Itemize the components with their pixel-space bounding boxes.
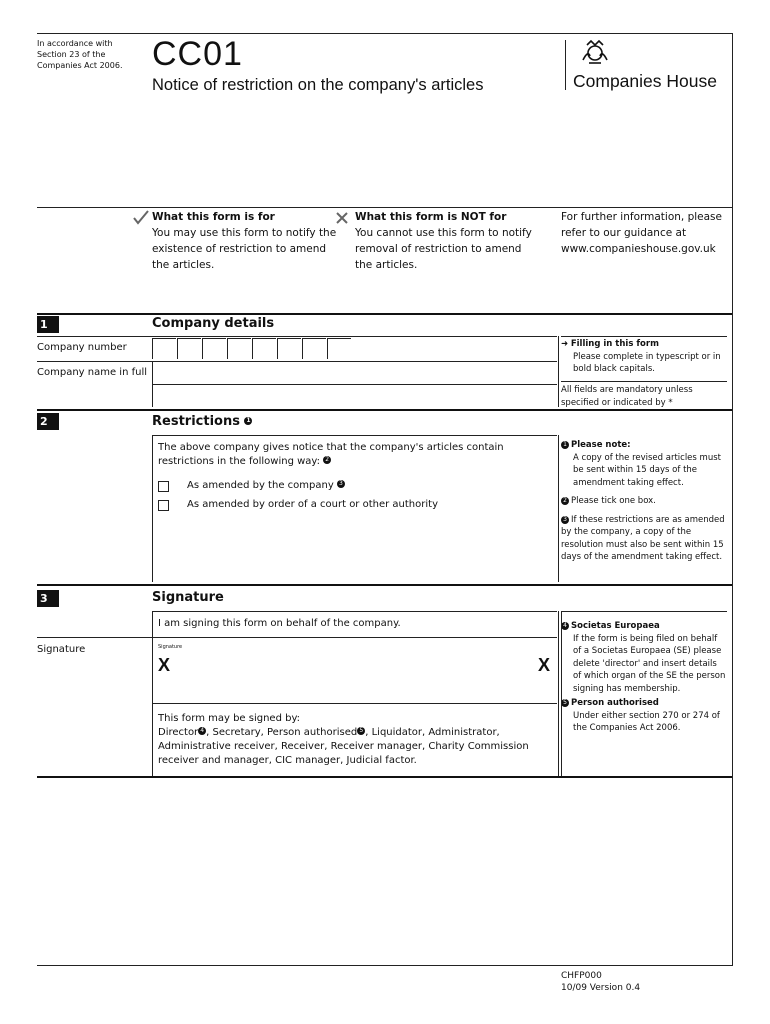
signed-by-text <box>158 712 556 768</box>
note-marker: 5 <box>357 727 365 735</box>
note-1 <box>561 439 726 489</box>
signing-statement: I am signing this form on behalf of the company. <box>158 618 401 629</box>
sidebox-divider <box>561 611 562 776</box>
filling-in-text: Please complete in typescript or in bold black capitals. <box>573 351 721 374</box>
signed-by-part-b: , Secretary, Person authorised <box>206 727 358 738</box>
section1-number: 1 <box>37 316 59 333</box>
form-not-for-text: You cannot use this form to notify removal of restriction to amend the articles. <box>355 227 532 271</box>
section3-box-right <box>558 611 559 776</box>
digit-cell[interactable] <box>177 338 201 359</box>
note-marker: 2 <box>323 456 331 464</box>
note-2 <box>561 495 726 508</box>
signed-by-rest: Administrative receiver, Receiver, Receiver manager, Charity Commission receiver and manager, CIC manager, Judicial factor. <box>158 741 529 766</box>
note-bullet: 5 <box>561 699 569 707</box>
digit-cell[interactable] <box>152 338 176 359</box>
form-not-for-block <box>355 209 540 273</box>
company-number-field[interactable] <box>152 337 352 360</box>
section3-rule <box>37 584 732 586</box>
amended-by-company-checkbox[interactable] <box>158 481 169 492</box>
signature-field[interactable] <box>153 638 557 702</box>
amended-by-court-checkbox[interactable] <box>158 500 169 511</box>
form-code: CC01 <box>152 35 243 73</box>
digit-cell[interactable] <box>252 338 276 359</box>
note-text: A copy of the revised articles must be sent within 15 days of the amendment taking effect. <box>573 452 721 488</box>
note-text: Please tick one box. <box>571 496 656 506</box>
note-text: If these restrictions are as amended by the company, a copy of the resolution must also be sent within 15 days of the amendment taking effect. <box>561 514 725 562</box>
footer-version: 10/09 Version 0.4 <box>561 983 641 993</box>
signature-end-x: X <box>538 655 551 675</box>
company-name-label: Company name in full <box>37 367 147 378</box>
form-title: Notice of restriction on the company's articles <box>152 76 484 94</box>
note-marker: 4 <box>198 727 206 735</box>
royal-crest-icon <box>581 38 609 66</box>
note-text: Under either section 270 or 274 of the Companies Act 2006. <box>573 710 720 733</box>
note-5 <box>561 697 726 735</box>
sidebox-rule <box>561 381 727 382</box>
section2-number: 2 <box>37 413 59 430</box>
note-bullet: 4 <box>561 622 569 630</box>
section2-box-left <box>152 435 153 582</box>
signature-box-label: Signature <box>158 644 183 650</box>
legal-note: In accordance with Section 23 of the Companies Act 2006. <box>37 39 123 70</box>
note-title: Please note: <box>571 440 631 450</box>
footer-rule <box>37 965 732 966</box>
footer <box>561 970 640 994</box>
signed-by-part-c: , Liquidator, Administrator, <box>365 727 500 738</box>
section2-rule <box>37 409 732 411</box>
arrow-right-icon: ➜ <box>561 339 569 349</box>
signature-start-x: X <box>158 655 171 675</box>
company-name-field[interactable] <box>152 362 557 384</box>
note-text: If the form is being filed on behalf of a Societas Europaea (SE) please delete 'director' and insert details of which organ of the SE the person signing has membership. <box>573 633 726 694</box>
section3-bottom-rule <box>37 776 732 778</box>
right-border <box>732 33 733 966</box>
note-bullet: 1 <box>561 441 569 449</box>
section2-title-text: Restrictions <box>152 414 240 429</box>
note-4 <box>561 620 726 695</box>
amended-by-company-label <box>187 479 345 493</box>
top-rule <box>37 33 732 34</box>
companies-house-logo <box>563 38 731 94</box>
section3-title: Signature <box>152 590 224 605</box>
section3-notes <box>561 620 726 735</box>
form-for-block <box>152 209 337 273</box>
note-title: Societas Europaea <box>571 621 660 631</box>
signed-by-director: Director <box>158 727 199 738</box>
section1-rule <box>37 313 732 315</box>
note-bullet: 2 <box>561 497 569 505</box>
note-bullet: 3 <box>561 516 569 524</box>
sidebox-rule <box>561 611 727 612</box>
restrictions-intro <box>158 441 553 469</box>
filling-in-note <box>561 338 726 376</box>
cross-icon <box>335 211 349 225</box>
note-marker: 1 <box>246 417 251 424</box>
brand-name: Companies House <box>573 71 717 91</box>
section2-box-right <box>558 435 559 582</box>
note-3 <box>561 514 726 564</box>
digit-cell[interactable] <box>302 338 326 359</box>
company-name-field-line2[interactable] <box>152 385 557 407</box>
form-for-text: You may use this form to notify the existence of restriction to amend the articles. <box>152 227 337 271</box>
company-number-label: Company number <box>37 342 127 353</box>
restrictions-intro-text: The above company gives notice that the company's articles contain restrictions in the following way: <box>158 442 504 467</box>
section3-number: 3 <box>37 590 59 607</box>
section1-title: Company details <box>152 316 275 331</box>
form-not-for-title: What this form is NOT for <box>355 211 507 223</box>
digit-cell[interactable] <box>277 338 301 359</box>
amended-by-court-label: As amended by order of a court or other authority <box>187 499 438 510</box>
section3-underline <box>152 611 557 612</box>
intro-rule <box>37 207 732 208</box>
sidebox-rule <box>561 336 727 337</box>
option-label: As amended by the company <box>187 480 334 491</box>
row-rule <box>152 703 557 704</box>
form-for-title: What this form is for <box>152 211 275 223</box>
mandatory-note: All fields are mandatory unless specified or indicated by * <box>561 385 693 408</box>
digit-cell[interactable] <box>202 338 226 359</box>
logo-divider <box>565 40 566 90</box>
signed-by-intro: This form may be signed by: <box>158 713 301 724</box>
note-marker: 3 <box>337 480 345 488</box>
further-info: For further information, please refer to our guidance at www.companieshouse.gov.uk <box>561 211 722 255</box>
filling-in-title: Filling in this form <box>570 339 659 349</box>
footer-code: CHFP000 <box>561 971 602 981</box>
tick-icon <box>132 209 150 225</box>
digit-cell[interactable] <box>327 338 351 359</box>
digit-cell[interactable] <box>227 338 251 359</box>
sidebox-divider <box>558 336 559 407</box>
note-title: Person authorised <box>571 698 659 708</box>
section2-notes <box>561 439 726 564</box>
section2-title <box>152 414 252 429</box>
section2-underline <box>152 435 557 436</box>
signature-label: Signature <box>37 644 86 655</box>
